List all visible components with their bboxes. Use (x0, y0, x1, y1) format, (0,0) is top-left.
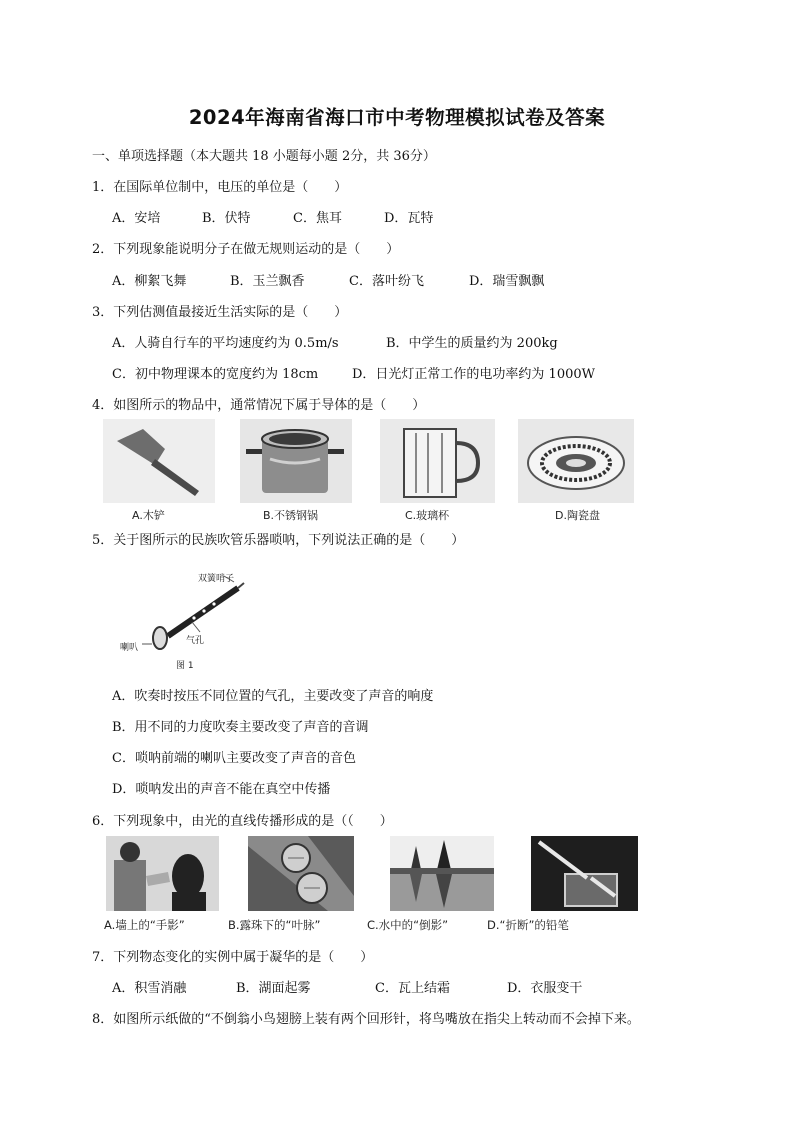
q3-option-d: D．日光灯正常工作的电功率约为 1000W (352, 367, 596, 382)
q3-option-a: A．人骑自行车的平均速度约为 0.5m/s (112, 336, 339, 351)
q6-caption-b: B.露珠下的“叶脉” (228, 918, 321, 932)
dew-leaf-photo (248, 836, 354, 911)
q3-option-c: C．初中物理课本的宽度约为 18cm (112, 367, 319, 382)
q5-option-c: C．唢呐前端的喇叭主要改变了声音的音色 (112, 751, 356, 766)
q4-caption-c: C.玻璃杯 (405, 509, 450, 522)
q7-option-d: D．衣服变干 (507, 981, 583, 996)
page-title: 2024年海南省海口市中考物理模拟试卷及答案 (188, 106, 606, 129)
q1-option-a: A．安培 (112, 211, 161, 226)
question-7: 7．下列物态变化的实例中属于凝华的是（ ） (92, 950, 374, 965)
hand-shadow-photo (106, 836, 219, 911)
section-heading: 一、单项选择题（本大题共 18 小题每小题 2分，共 36分） (92, 149, 436, 164)
water-reflection-photo (390, 836, 494, 911)
question-2: 2．下列现象能说明分子在做无规则运动的是（ ） (92, 242, 400, 257)
q4-caption-b: B.不锈钢锅 (263, 509, 319, 522)
q6-caption-d: D.“折断”的铅笔 (487, 918, 569, 932)
q3-option-b: B．中学生的质量约为 200kg (386, 336, 558, 351)
bent-pencil-photo (531, 836, 638, 911)
suona-figure-number: 图 1 (176, 661, 194, 671)
ceramic-plate-photo (518, 419, 634, 503)
q4-caption-d: D.陶瓷盘 (555, 509, 600, 522)
steel-pot-photo (240, 419, 352, 503)
q2-option-a: A．柳絮飞舞 (112, 274, 187, 289)
question-4: 4．如图所示的物品中，通常情况下属于导体的是（ ） (92, 398, 426, 413)
q5-option-d: D．唢呐发出的声音不能在真空中传播 (112, 782, 331, 797)
q5-option-a: A．吹奏时按压不同位置的气孔，主要改变了声音的响度 (112, 689, 434, 704)
q6-caption-a: A.墙上的“手影” (104, 918, 185, 932)
wooden-spatula-photo (103, 419, 215, 503)
q1-option-c: C．焦耳 (293, 211, 342, 226)
question-5: 5．关于图所示的民族吹管乐器唢呐，下列说法正确的是（ ） (92, 533, 465, 548)
question-8: 8．如图所示纸做的“不倒翁小鸟翅膀上装有两个回形针，将鸟嘴放在指尖上转动而不会掉下来。 (92, 1012, 640, 1027)
q2-option-d: D．瑞雪飘飘 (469, 274, 545, 289)
q1-option-b: B．伏特 (202, 211, 251, 226)
question-1: 1．在国际单位制中，电压的单位是（ ） (92, 180, 348, 195)
q4-caption-a: A.木铲 (132, 509, 165, 522)
suona-label-reed: 双簧哨子 (198, 574, 235, 584)
q6-caption-c: C.水中的“倒影” (367, 918, 449, 932)
question-6: 6．下列现象中，由光的直线传播形成的是（（ ） (92, 814, 393, 829)
suona-label-horn: 喇叭 (120, 643, 139, 653)
q5-option-b: B．用不同的力度吹奏主要改变了声音的音调 (112, 720, 369, 735)
q1-option-d: D．瓦特 (384, 211, 434, 226)
q2-option-b: B．玉兰飘香 (230, 274, 305, 289)
q7-option-b: B．湖面起雾 (236, 981, 311, 996)
suona-label-hole: 气孔 (186, 636, 205, 646)
q7-option-c: C．瓦上结霜 (375, 981, 450, 996)
question-3: 3．下列估测值最接近生活实际的是（ ） (92, 305, 348, 320)
q2-option-c: C．落叶纷飞 (349, 274, 424, 289)
glass-mug-photo (380, 419, 495, 503)
q7-option-a: A．积雪消融 (112, 981, 187, 996)
